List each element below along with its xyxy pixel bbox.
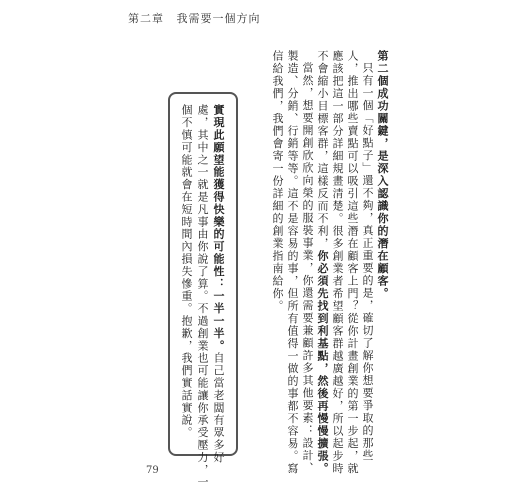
tipbox-line-3: 個不慎可能就會在短時間內損失慘重。抱歉，我們實話實說。 <box>180 104 193 439</box>
chapter-number: 第二章 <box>128 12 164 25</box>
paragraph-1-line-2: 人，推出哪些賣點可以吸引這些潛在顧客上門？從你計畫創業的第一步起，就 <box>346 50 359 475</box>
tipbox-heading: 實現此願望能獲得快樂的可能性：一半一半。 <box>212 104 225 352</box>
tipbox-line-2: 處，其中之一就是凡事由你說了算。不過創業也可能讓你承受壓力，一 <box>196 104 209 489</box>
page-number: 79 <box>146 465 159 476</box>
key-advice-bold: 你必須先找到利基點，然後再慢慢擴張。 <box>316 250 329 475</box>
chapter-title: 我需要一個方向 <box>176 12 261 25</box>
tipbox-line-1-tail: 自己當老闆有眾多好 <box>212 352 225 464</box>
paragraph-1-line-4 <box>315 50 330 475</box>
paragraph-2-line-1: 當然，想要開創欣欣向榮的服裝事業，你還需要兼顧許多其他要素：設計、 <box>301 62 314 475</box>
paragraph-1-line-3: 應該把這一部分詳細規畫清楚。很多創業者希望顧客群越廣越好，所以起步時 <box>331 50 344 475</box>
running-header <box>128 10 269 26</box>
main-text <box>250 50 390 475</box>
paragraph-1-line-4-text: 不會縮小目標客群，這樣反而不利， <box>316 50 329 250</box>
paragraph-2-line-3: 信給我們，我們會寄一份詳細的創業指南給你。 <box>271 50 284 313</box>
tipbox-line-1 <box>210 104 226 464</box>
paragraph-1-line-1: 只有一個「好點子」還不夠，真正重要的是，確切了解你想要爭取的那些 <box>361 62 374 462</box>
paragraph-2-line-2: 製造、分銷、行銷等等。這不是容易的事，但所有值得一做的事都不容易。寫 <box>286 50 299 475</box>
section-title: 第二個成功關鍵，是深入認識你的潛在顧客。 <box>376 50 389 300</box>
tipbox-text <box>178 104 226 489</box>
happiness-probability-box <box>168 92 238 489</box>
